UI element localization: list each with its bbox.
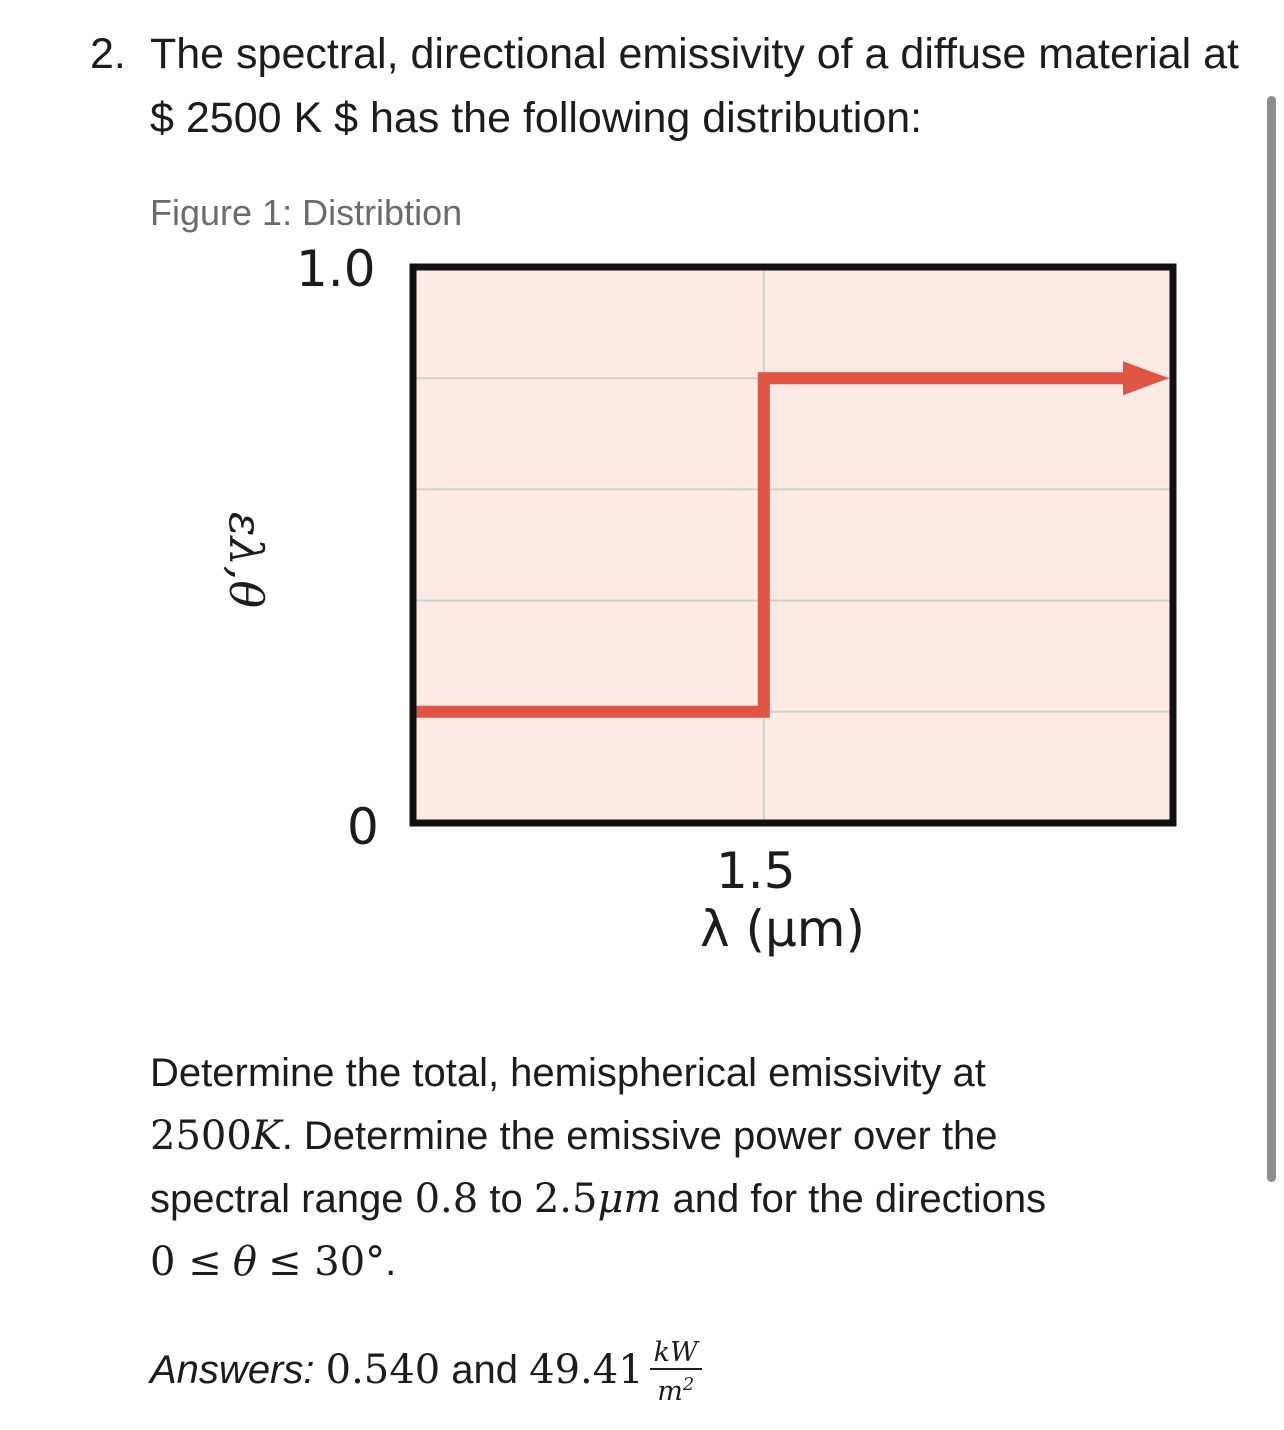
- power-unit-fraction: [650, 1338, 702, 1407]
- answer-power: 49.41: [529, 1347, 644, 1394]
- vertical-scrollbar[interactable]: [1267, 96, 1276, 1182]
- range-low: 0.8: [414, 1176, 479, 1222]
- answers-line: [150, 1338, 702, 1407]
- unit-numerator: kW: [650, 1338, 702, 1370]
- figure-caption: Figure 1: Distribtion: [150, 192, 463, 233]
- answers-and: and: [451, 1348, 519, 1393]
- unit-denominator: [650, 1370, 702, 1407]
- question-text: The spectral, directional emissivity of a diffuse material at $ 2500 K $ has the following distribution:: [150, 30, 1240, 142]
- answers-label: Answers:: [150, 1348, 315, 1393]
- answer-emissivity: 0.540: [325, 1347, 441, 1394]
- statement-line-1: Determine the total, hemispherical emissivity at: [150, 1051, 986, 1095]
- angle-variable: θ: [232, 1239, 257, 1285]
- x-axis-label: λ (μm): [700, 900, 866, 958]
- question-number: 2.: [90, 30, 126, 78]
- plot-background: [413, 267, 1173, 823]
- problem-statement: [150, 1042, 1250, 1294]
- statement-line-3-end: and for the directions: [672, 1177, 1047, 1221]
- statement-line-2: . Determine the emissive power over the: [281, 1114, 998, 1158]
- y-axis-label: ελ,θ: [219, 511, 273, 609]
- unit-den-base: m: [657, 1376, 683, 1407]
- statement-line-3-start: spectral range: [150, 1177, 404, 1221]
- temperature-unit: K: [251, 1113, 282, 1159]
- angle-high: ≤ 30°: [268, 1239, 386, 1285]
- emissivity-chart: [400, 254, 1180, 834]
- unit-den-exp: 2: [682, 1374, 695, 1395]
- y-tick-bottom: 0: [347, 798, 379, 856]
- y-tick-top: 1.0: [296, 240, 376, 298]
- range-to: to: [489, 1177, 523, 1221]
- range-unit: μm: [597, 1176, 662, 1222]
- temperature-value: 2500: [150, 1113, 252, 1159]
- range-high: 2.5: [533, 1176, 598, 1222]
- angle-low: 0 ≤: [150, 1239, 222, 1285]
- x-tick-label: 1.5: [716, 842, 796, 900]
- statement-end: .: [385, 1240, 397, 1284]
